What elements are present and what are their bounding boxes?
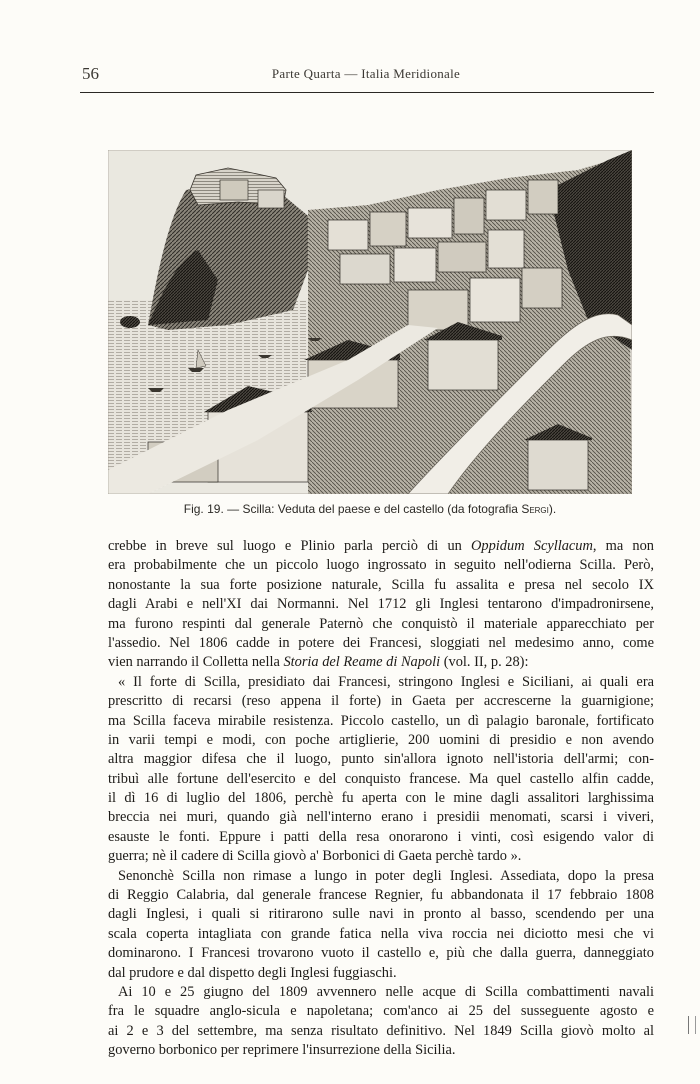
text-segment: « Il forte di Scilla, presidiato dai Francesi, stringono Inglesi e Siciliani, ai quali era [118, 673, 654, 690]
text-segment: crebbe in breve sul luogo e Plinio parla perciò di un [108, 538, 472, 554]
text-segment: esauste le fonti. Eppure i patti della resa onorarono i vinti, così esigendo valor di [108, 828, 654, 845]
text-segment: scala coperta intagliata con grande fatica nella viva roccia nei diciotto mesi che vi [108, 925, 654, 942]
caption-credit: Sergi [521, 502, 549, 516]
header-rule [80, 92, 654, 93]
caption-prefix: Fig. 19. — Scilla: Veduta del paese e del castello (da fotografia [183, 502, 522, 516]
text-line [108, 983, 654, 1002]
running-head: Parte Quarta — Italia Meridionale [271, 66, 461, 81]
text-line [108, 615, 654, 634]
text-line [108, 692, 654, 711]
text-line [108, 1041, 654, 1060]
text-line [108, 537, 654, 556]
text-segment: ai 2 e 3 del settembre, ma senza risultato definitivo. Nel 1849 Scilla giovò molto al [108, 1022, 654, 1039]
text-line [108, 944, 654, 963]
text-segment: breccia nei muri, quando già nell'interno erano i presidii menomati, scarsi i viveri, [108, 809, 654, 826]
page-header [80, 64, 652, 86]
text-segment: dominarono. I Francesi trovarono vuoto il castello e, più che dalla guerra, danneggiato [108, 945, 654, 962]
figure-engraving-scilla [108, 150, 632, 494]
text-line [108, 750, 654, 769]
text-line [108, 770, 654, 789]
text-line [108, 789, 654, 808]
text-line [108, 925, 654, 944]
text-segment: , ma non [592, 538, 654, 554]
text-segment: Ai 10 e 25 giugno del 1809 avvennero nelle acque di Scilla combattimenti navali [118, 983, 654, 1000]
engraving-illustration [108, 150, 632, 494]
text-segment: prescritto di recarsi (reso appena il forte) in Gaeta per accrescerne la guarnigione; [108, 693, 654, 710]
text-line [108, 576, 654, 595]
text-line [108, 556, 654, 575]
text-line [108, 653, 654, 672]
text-line [108, 1022, 654, 1041]
text-segment: Senonchè Scilla non rimase a lungo in poter degli Inglesi. Assediata, dopo la presa [118, 867, 654, 884]
figure-caption [100, 502, 640, 516]
text-line [108, 964, 654, 983]
text-line [108, 808, 654, 827]
text-segment: guerra; nè il cadere di Scilla giovò a' Borbonici di Gaeta perchè tardo ». [108, 848, 522, 865]
text-segment: (vol. II, p. 28): [440, 654, 529, 671]
text-segment: fra le squadre anglo-sicula e napoletana; com'anco ai 25 del susseguente agosto e [108, 1003, 654, 1020]
text-segment: vien narrando il Colletta nella [108, 654, 284, 671]
text-segment: il dì 16 di luglio del 1806, perchè fu aperta con le mine dagli assalitori larghissima [108, 790, 654, 807]
text-segment: ma Scilla faceva mirabile resistenza. Piccolo castello, un dì palagio baronale, fortificato [108, 712, 654, 729]
text-line [108, 712, 654, 731]
caption-suffix: ). [548, 502, 557, 516]
text-segment: l'assedio. Nel 1806 cadde in potere dei Francesi, sloggiati nel medesimo anno, come [108, 634, 654, 651]
text-segment: era probabilmente che un piccolo luogo ingrossato in seguito nell'odierna Scilla. Però, [108, 557, 654, 574]
text-line [108, 847, 654, 866]
text-segment: ma furono respinti dal generale Paternò che conquistò il materiale apparecchiato per [108, 615, 654, 632]
text-segment: in varii tempi e modi, con poche artiglierie, 200 uomini di presidio e non avendo [108, 731, 654, 748]
italic-title: Storia del Reame di Napoli [283, 654, 441, 671]
text-line [108, 634, 654, 653]
text-line [108, 1002, 654, 1021]
text-line [108, 595, 654, 614]
text-segment: nonostante la sua forte posizione naturale, Scilla fu assalita e presa nel secolo IX [108, 576, 654, 593]
text-line [108, 886, 654, 905]
text-segment: di Reggio Calabria, dal generale francese Regnier, fu abbandonata il 17 febbraio 1808 [108, 887, 654, 904]
italic-title: Oppidum Scyllacum [471, 538, 593, 554]
text-line [108, 673, 654, 692]
text-line [108, 905, 654, 924]
text-segment: dagli Arabi e nell'XI dai Normanni. Nel 1712 gli Inglesi tentarono d'impadronirsene, [108, 596, 654, 613]
margin-mark [688, 1016, 696, 1034]
page-number: 56 [82, 64, 99, 83]
text-segment: altra maggior difesa che il luogo, punto sin'allora ignoto nell'istoria dell'armi; con- [108, 751, 654, 768]
text-line [108, 867, 654, 886]
text-segment: tribuì alle fortune dell'esercito e del conquisto francese. Ma quel castello alfin cadde, [108, 770, 654, 787]
text-line [108, 828, 654, 847]
body-text [108, 537, 654, 1061]
text-segment: dagli Inglesi, i quali si ritirarono sulle navi in pronto al basso, scendendo per una [108, 906, 654, 923]
text-segment: dal prudore e dal dispetto degli Inglesi fuggiaschi. [108, 964, 397, 981]
text-line [108, 731, 654, 750]
text-segment: governo borbonico per reprimere l'insurrezione della Sicilia. [108, 1042, 456, 1059]
